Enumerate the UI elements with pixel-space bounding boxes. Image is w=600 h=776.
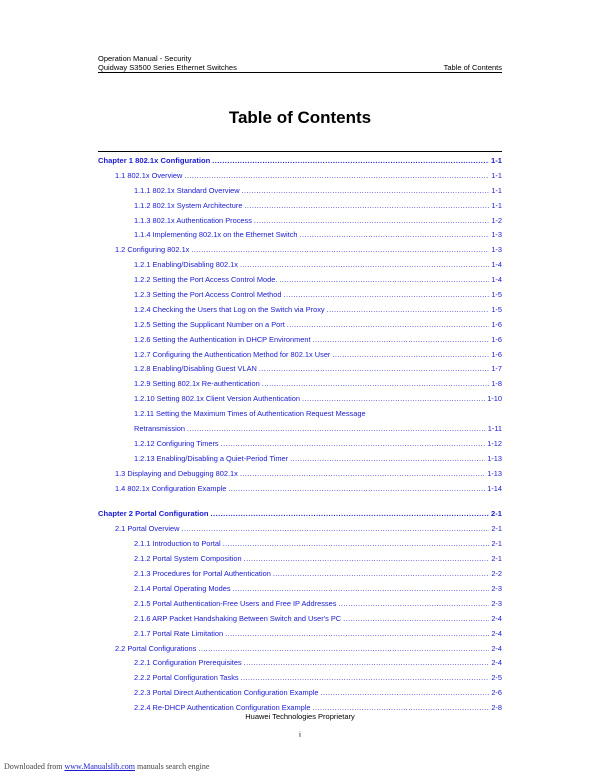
toc-entry-page: 1-13	[487, 453, 502, 463]
toc-entry-title: 1.4 802.1x Configuration Example	[115, 483, 227, 493]
toc-entry-title: 1.3 Displaying and Debugging 802.1x	[115, 468, 238, 478]
toc-entry-page: 1-6	[491, 334, 502, 344]
toc-entry-page: 1-4	[491, 260, 502, 270]
toc-dot-leader	[302, 392, 485, 407]
toc-dot-leader	[228, 482, 485, 497]
toc-entry-page: 1-8	[491, 379, 502, 389]
toc-entry-title: 2.1 Portal Overview	[115, 524, 180, 534]
toc-entry-page: 2-2	[491, 569, 502, 579]
toc-dot-leader	[283, 288, 489, 303]
toc-entry-title: 1.2.4 Checking the Users that Log on the Switch via Proxy	[134, 304, 325, 314]
toc-entry-title: 1.2 Configuring 802.1x	[115, 245, 190, 255]
toc-subsection-entry[interactable]	[98, 228, 502, 243]
toc-entry-page: 1-14	[487, 483, 502, 493]
toc-section-entry[interactable]	[98, 642, 502, 657]
toc-entry-page: 1-12	[487, 438, 502, 448]
toc-entry-page: 2-4	[491, 643, 502, 653]
toc-subsection-entry[interactable]	[98, 348, 502, 363]
toc-entry-page: 2-1	[491, 539, 502, 549]
toc-entry-page: 1-11	[487, 424, 502, 434]
toc-entry-title: 2.2.3 Portal Direct Authentication Configuration Example	[134, 688, 319, 698]
toc-entry-title: 2.2.1 Configuration Prerequisites	[134, 658, 242, 668]
download-notice	[4, 762, 209, 771]
toc-dot-leader	[223, 537, 490, 552]
toc-dot-leader	[262, 377, 490, 392]
page-number: i	[299, 730, 301, 739]
toc-subsection-entry[interactable]	[98, 288, 502, 303]
toc-entry-title: 1.2.6 Setting the Authentication in DHCP Environment	[134, 334, 311, 344]
toc-section-entry[interactable]	[98, 467, 502, 482]
toc-entry-title: 1.1.4 Implementing 802.1x on the Ethernet Switch	[134, 230, 298, 240]
toc-entry-title: 1.2.8 Enabling/Disabling Guest VLAN	[134, 364, 257, 374]
toc-entry-title: Chapter 2 Portal Configuration	[98, 509, 209, 519]
toc-subsection-entry[interactable]	[98, 422, 502, 437]
toc-dot-leader	[182, 522, 490, 537]
toc-subsection-entry[interactable]	[98, 627, 502, 642]
toc-subsection-entry[interactable]	[98, 258, 502, 273]
toc-dot-leader	[254, 214, 489, 229]
toc-entry-page: 2-4	[491, 628, 502, 638]
toc-entry-page: 2-3	[491, 583, 502, 593]
toc-dot-leader	[244, 199, 489, 214]
toc-dot-leader	[300, 228, 490, 243]
toc-entry-page: 2-6	[491, 688, 502, 698]
page-title: Table of Contents	[228, 108, 372, 127]
toc-entry-page: 1-5	[491, 304, 502, 314]
toc-entry-title: 1.2.9 Setting 802.1x Re-authentication	[134, 379, 260, 389]
toc-section-entry[interactable]	[98, 522, 502, 537]
header-divider	[98, 72, 502, 73]
toc-dot-leader	[240, 258, 489, 273]
toc-dot-leader	[241, 671, 490, 686]
toc-entry-page: 1-10	[487, 394, 502, 404]
toc-entry-title: 2.1.6 ARP Packet Handshaking Between Switch and User's PC	[134, 613, 342, 623]
toc-entry-page: 1-6	[491, 319, 502, 329]
toc-dot-leader	[225, 627, 489, 642]
toc-subsection-entry[interactable]	[98, 686, 502, 701]
toc-dot-leader	[313, 333, 490, 348]
toc-dot-leader	[259, 362, 489, 377]
running-header	[98, 54, 502, 72]
toc-subsection-entry[interactable]	[98, 184, 502, 199]
toc-entry-page: 2-3	[491, 598, 502, 608]
toc-entry-title: 1.1.3 802.1x Authentication Process	[134, 215, 252, 225]
download-prefix: Downloaded from	[4, 762, 63, 771]
toc-entry-page: 2-8	[491, 703, 502, 713]
toc-entry-page: 1-2	[491, 215, 502, 225]
toc-entry-title: 2.1.2 Portal System Composition	[134, 554, 242, 564]
toc-chapter-entry[interactable]	[98, 154, 502, 169]
toc-entry-title: 1.2.10 Setting 802.1x Client Version Authentication	[134, 394, 300, 404]
toc-entry-page: 1-1	[491, 200, 502, 210]
toc-dot-leader	[244, 656, 490, 671]
toc-entry-page: 2-1	[491, 554, 502, 564]
toc-entry-title: 2.1.3 Procedures for Portal Authentication	[134, 569, 271, 579]
toc-entry-page: 1-4	[491, 275, 502, 285]
toc-entry-page: 2-4	[491, 613, 502, 623]
toc-section-entry[interactable]	[98, 243, 502, 258]
toc-list	[98, 154, 502, 716]
toc-entry-page: 2-4	[491, 658, 502, 668]
toc-subsection-entry[interactable]	[98, 567, 502, 582]
toc-dot-leader	[212, 154, 489, 169]
toc-subsection-entry[interactable]	[98, 552, 502, 567]
toc-dot-leader	[332, 348, 489, 363]
toc-dot-leader	[287, 318, 490, 333]
toc-dot-leader	[191, 243, 489, 258]
header-section-name: Table of Contents	[443, 63, 502, 72]
toc-subsection-entry[interactable]	[98, 537, 502, 552]
toc-entry-title: 1.1.2 802.1x System Architecture	[134, 200, 243, 210]
toc-entry-title: 1.2.13 Enabling/Disabling a Quiet-Period Timer	[134, 453, 289, 463]
toc-divider	[98, 151, 502, 152]
toc-entry-title: 2.1.5 Portal Authentication-Free Users and Free IP Addresses	[134, 598, 337, 608]
toc-entry-title: 2.2.2 Portal Configuration Tasks	[134, 673, 239, 683]
toc-entry-title: 1.2.11 Setting the Maximum Times of Authentication Request Message	[134, 409, 366, 419]
toc-dot-leader	[211, 507, 489, 522]
toc-section-entry[interactable]	[98, 482, 502, 497]
toc-entry-page: 1-5	[491, 290, 502, 300]
toc-entry-title: 2.2.4 Re-DHCP Authentication Configuration Example	[134, 703, 311, 713]
toc-entry-page: 1-1	[491, 185, 502, 195]
header-product-name: Quidway S3500 Series Ethernet Switches	[98, 63, 237, 72]
toc-section-entry[interactable]	[98, 169, 502, 184]
toc-dot-leader	[198, 642, 489, 657]
toc-entry-page: 1-1	[491, 170, 502, 180]
toc-entry-page: 2-1	[491, 524, 502, 534]
toc-dot-leader	[187, 422, 486, 437]
toc-subsection-entry[interactable]	[98, 656, 502, 671]
toc-subsection-entry[interactable]	[98, 407, 502, 422]
toc-entry-title: Chapter 1 802.1x Configuration	[98, 156, 211, 165]
toc-subsection-entry[interactable]	[98, 392, 502, 407]
toc-dot-leader	[338, 597, 489, 612]
toc-entry-page: 1-3	[491, 230, 502, 240]
download-suffix: manuals search engine	[137, 762, 210, 771]
toc-entry-title: 1.2.3 Setting the Port Access Control Method	[134, 290, 282, 300]
toc-subsection-entry[interactable]	[98, 612, 502, 627]
toc-dot-leader	[273, 567, 490, 582]
toc-subsection-entry[interactable]	[98, 214, 502, 229]
toc-entry-page: 1-7	[491, 364, 502, 374]
toc-entry-title: Retransmission	[134, 424, 185, 434]
toc-spacer	[98, 496, 502, 507]
toc-subsection-entry[interactable]	[98, 597, 502, 612]
toc-entry-page: 2-1	[491, 509, 502, 519]
toc-dot-leader	[221, 437, 486, 452]
toc-subsection-entry[interactable]	[98, 437, 502, 452]
toc-entry-title: 1.1.1 802.1x Standard Overview	[134, 185, 240, 195]
toc-subsection-entry[interactable]	[98, 582, 502, 597]
toc-entry-title: 2.1.1 Introduction to Portal	[134, 539, 221, 549]
toc-subsection-entry[interactable]	[98, 273, 502, 288]
toc-entry-page: 2-5	[491, 673, 502, 683]
toc-entry-page: 1-13	[487, 468, 502, 478]
toc-subsection-entry[interactable]	[98, 303, 502, 318]
toc-subsection-entry[interactable]	[98, 362, 502, 377]
toc-entry-title: 1.2.2 Setting the Port Access Control Mode.	[134, 275, 278, 285]
toc-subsection-entry[interactable]	[98, 377, 502, 392]
toc-dot-leader	[244, 552, 490, 567]
toc-entry-title: 1.2.1 Enabling/Disabling 802.1x	[134, 260, 238, 270]
toc-dot-leader	[184, 169, 489, 184]
toc-entry-page: 1-1	[491, 156, 502, 165]
toc-entry-title: 2.1.4 Portal Operating Modes	[134, 583, 231, 593]
toc-entry-title: 1.1 802.1x Overview	[115, 170, 183, 180]
toc-chapter-entry[interactable]	[98, 507, 502, 522]
toc-entry-title: 1.2.5 Setting the Supplicant Number on a Port	[134, 319, 285, 329]
toc-entry-title: 2.2 Portal Configurations	[115, 643, 197, 653]
toc-entry-title: 2.1.7 Portal Rate Limitation	[134, 628, 224, 638]
toc-dot-leader	[290, 452, 485, 467]
header-manual-title: Operation Manual - Security	[98, 54, 192, 63]
toc-entry-title: 1.2.12 Configuring Timers	[134, 438, 219, 448]
toc-dot-leader	[327, 303, 490, 318]
toc-entry-page: 1-3	[491, 245, 502, 255]
toc-dot-leader	[320, 686, 489, 701]
toc-subsection-entry[interactable]	[98, 452, 502, 467]
toc-dot-leader	[240, 467, 485, 482]
footer-proprietary: Huawei Technologies Proprietary	[245, 712, 355, 721]
toc-subsection-entry[interactable]	[98, 671, 502, 686]
toc-subsection-entry[interactable]	[98, 199, 502, 214]
toc-subsection-entry[interactable]	[98, 333, 502, 348]
toc-dot-leader	[343, 612, 489, 627]
toc-entry-page: 1-6	[491, 349, 502, 359]
toc-subsection-entry[interactable]	[98, 318, 502, 333]
toc-dot-leader	[242, 184, 490, 199]
toc-dot-leader	[279, 273, 489, 288]
toc-dot-leader	[233, 582, 490, 597]
download-link[interactable]: www.Manualslib.com	[64, 762, 136, 771]
toc-entry-title: 1.2.7 Configuring the Authentication Method for 802.1x User	[134, 349, 331, 359]
